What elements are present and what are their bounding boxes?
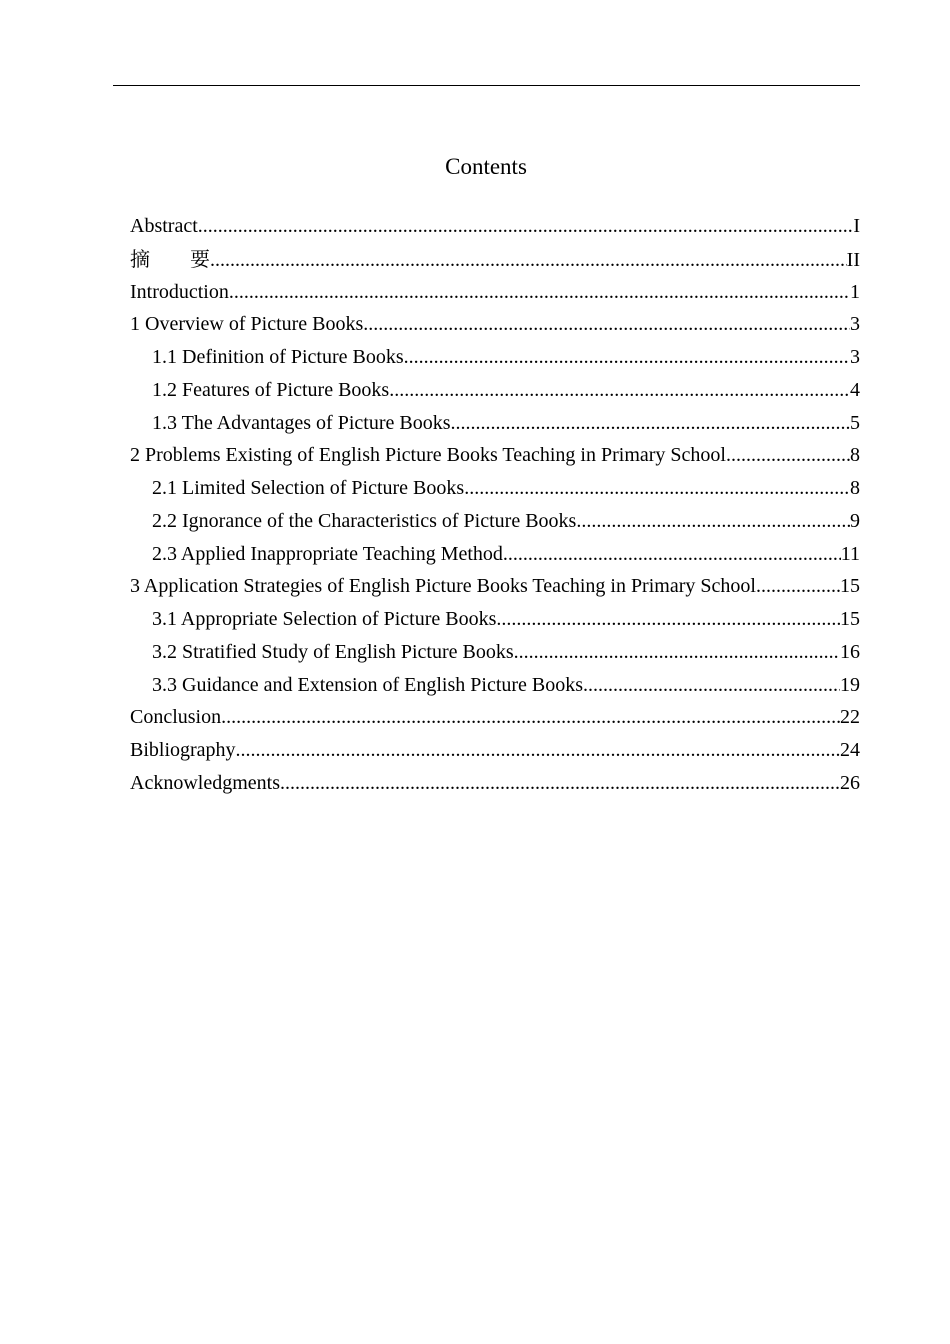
toc-entry-section-3-2[interactable]	[130, 636, 860, 669]
toc-entry-label: 2.1 Limited Selection of Picture Books	[152, 477, 465, 499]
toc-entry-label: Acknowledgments	[130, 771, 280, 794]
dot-leader	[236, 734, 840, 767]
table-of-contents	[130, 210, 860, 800]
dot-leader	[756, 570, 840, 603]
dot-leader	[229, 276, 850, 309]
toc-entry-section-3-3[interactable]	[130, 669, 860, 702]
toc-entry-label: 摘 要	[130, 246, 210, 271]
toc-page-number: 8	[850, 444, 860, 467]
dot-leader	[503, 538, 841, 571]
toc-page-number: 19	[840, 673, 860, 696]
toc-page-number: 26	[840, 771, 860, 794]
toc-page-number: I	[853, 215, 860, 237]
toc-entry-label: 2.2 Ignorance of the Characteristics of Picture Books	[152, 509, 577, 532]
dot-leader	[514, 636, 840, 669]
toc-entry-acknowledgments[interactable]	[130, 767, 860, 800]
dot-leader	[198, 210, 854, 243]
toc-entry-label: Introduction	[130, 280, 229, 303]
toc-entry-label: Abstract	[130, 215, 198, 237]
toc-entry-label: 3.3 Guidance and Extension of English Picture Books	[152, 673, 584, 696]
dot-leader	[496, 603, 840, 636]
header-rule	[113, 85, 860, 86]
toc-entry-label: 1 Overview of Picture Books	[130, 313, 364, 336]
dot-leader	[210, 244, 847, 276]
toc-entry-section-3-1[interactable]	[130, 603, 860, 636]
toc-page-number: 3	[850, 346, 860, 368]
toc-title: Contents	[445, 154, 527, 179]
toc-entry-label: 1.2 Features of Picture Books	[152, 378, 390, 401]
toc-entry-introduction[interactable]	[130, 276, 860, 309]
toc-entry-section-2-1[interactable]	[130, 472, 860, 505]
toc-page-number: 16	[840, 640, 860, 663]
toc-entry-bibliography[interactable]	[130, 734, 860, 767]
toc-entry-label: 3 Application Strategies of English Picture Books Teaching in Primary School	[130, 575, 756, 598]
toc-page-number: 22	[840, 706, 860, 729]
dot-leader	[583, 669, 840, 702]
dot-leader	[389, 374, 850, 407]
toc-entry-section-1-2[interactable]	[130, 374, 860, 407]
toc-entry-section-2-3[interactable]	[130, 538, 860, 571]
toc-page-number: II	[846, 248, 860, 271]
toc-entry-label: 3.1 Appropriate Selection of Picture Books	[152, 608, 497, 630]
toc-entry-chapter-1[interactable]	[130, 308, 860, 341]
toc-entry-label: Conclusion	[130, 706, 222, 729]
toc-entry-section-1-3[interactable]	[130, 407, 860, 440]
dot-leader	[464, 472, 850, 505]
toc-page-number: 8	[850, 477, 860, 499]
toc-entry-section-2-2[interactable]	[130, 505, 860, 538]
dot-leader	[726, 439, 850, 472]
toc-page-number: 11	[840, 542, 860, 565]
dot-leader	[221, 701, 840, 734]
toc-page-number: 15	[840, 608, 860, 630]
toc-entry-section-1-1[interactable]	[130, 341, 860, 374]
toc-page-number: 3	[850, 313, 860, 336]
dot-leader	[404, 341, 850, 374]
toc-entry-label: 2.3 Applied Inappropriate Teaching Method	[152, 542, 503, 565]
toc-entry-label: 3.2 Stratified Study of English Picture Books	[152, 640, 514, 663]
dot-leader	[576, 505, 850, 538]
dot-leader	[363, 308, 850, 341]
dot-leader	[280, 767, 840, 800]
toc-page-number: 24	[840, 739, 860, 761]
toc-entry-label: 1.1 Definition of Picture Books	[152, 346, 404, 368]
toc-entry-label: 2 Problems Existing of English Picture Books Teaching in Primary School	[130, 444, 726, 467]
toc-page-number: 15	[840, 575, 860, 598]
toc-page-number: 1	[850, 280, 860, 303]
toc-entry-abstract[interactable]	[130, 210, 860, 243]
toc-entry-chinese-abstract[interactable]	[130, 243, 860, 276]
toc-entry-label: Bibliography	[130, 739, 236, 761]
toc-entry-chapter-2[interactable]	[130, 439, 860, 472]
toc-page-number: 4	[850, 378, 860, 401]
toc-entry-conclusion[interactable]	[130, 701, 860, 734]
toc-page-number: 5	[850, 411, 860, 434]
toc-entry-chapter-3[interactable]	[130, 570, 860, 603]
dot-leader	[450, 407, 850, 440]
toc-page-number: 9	[850, 509, 860, 532]
toc-entry-label: 1.3 The Advantages of Picture Books	[152, 411, 451, 434]
